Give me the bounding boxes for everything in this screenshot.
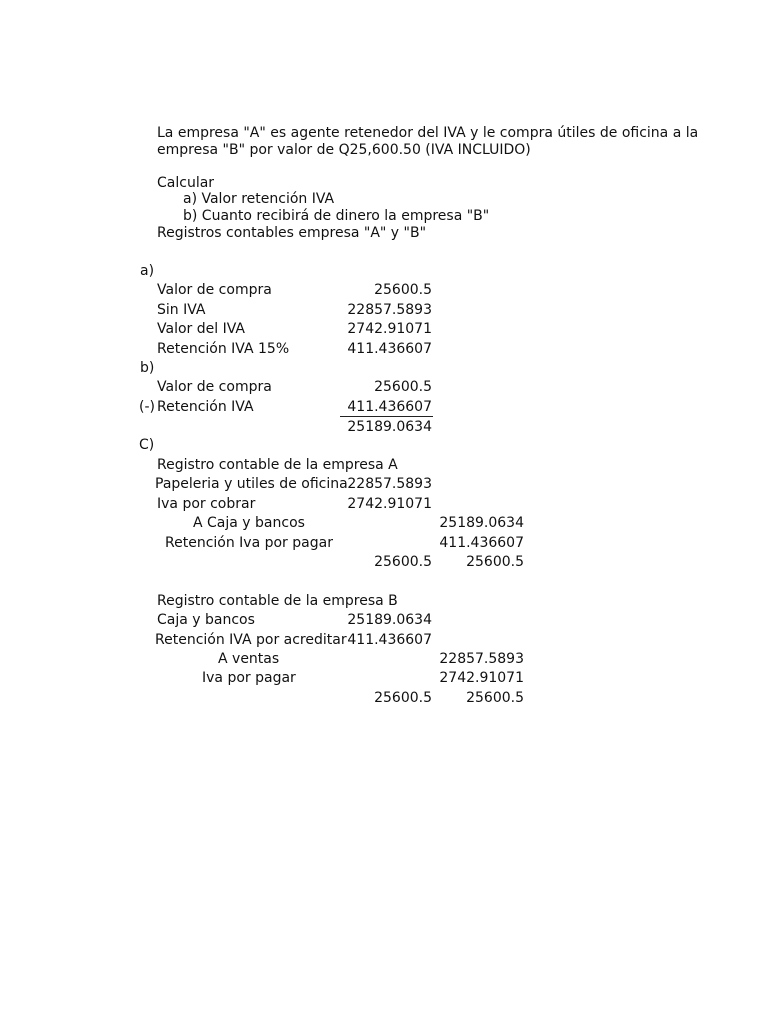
journal-a-label: Papeleria y utiles de oficina	[155, 476, 348, 492]
journal-b-label: Caja y bancos	[157, 612, 255, 628]
journal-b-credit: 2742.91071	[439, 670, 524, 686]
journal-a-label: Iva por cobrar	[157, 496, 256, 512]
journal-a-label: Retención Iva por pagar	[165, 535, 333, 551]
sec-a-row-value: 411.436607	[347, 341, 432, 357]
minus-prefix: (-)	[139, 399, 155, 415]
journal-b-total-debit: 25600.5	[374, 690, 432, 706]
journal-a-debit: 2742.91071	[347, 496, 432, 512]
sec-a-row-label: Valor de compra	[157, 282, 272, 298]
sec-a-row-value: 25600.5	[374, 282, 432, 298]
intro-line-1: La empresa "A" es agente retenedor del IVA y le compra útiles de oficina a la	[157, 125, 699, 141]
sec-b-row-label: Valor de compra	[157, 379, 272, 395]
journal-a-credit: 411.436607	[439, 535, 524, 551]
empresa-b-title: Registro contable de la empresa B	[157, 593, 398, 609]
journal-b-debit: 25189.0634	[347, 612, 432, 628]
journal-b-label: A ventas	[218, 651, 280, 667]
journal-a-credit: 25189.0634	[439, 515, 524, 531]
calcular-heading: Calcular	[157, 175, 215, 191]
section-c-label: C)	[139, 437, 155, 453]
subtraction-underline	[340, 416, 433, 417]
journal-b-debit: 411.436607	[347, 632, 432, 648]
sec-a-row-label: Valor del IVA	[157, 321, 245, 337]
sec-a-row-label: Retención IVA 15%	[157, 341, 290, 357]
journal-b-credit: 22857.5893	[439, 651, 524, 667]
journal-a-debit: 22857.5893	[347, 476, 432, 492]
sec-b-row-value: 25600.5	[374, 379, 432, 395]
section-a-label: a)	[140, 263, 155, 279]
sec-a-row-value: 2742.91071	[347, 321, 432, 337]
sec-b-total: 25189.0634	[347, 419, 432, 435]
calc-item-b: b) Cuanto recibirá de dinero la empresa "B"	[183, 208, 490, 224]
journal-b-total-credit: 25600.5	[466, 690, 524, 706]
sec-a-row-label: Sin IVA	[157, 302, 206, 318]
sec-b-row-value: 411.436607	[347, 399, 432, 415]
intro-line-2: empresa "B" por valor de Q25,600.50 (IVA INCLUIDO)	[157, 142, 531, 158]
sec-b-row-label: Retención IVA	[157, 399, 254, 415]
journal-a-label: A Caja y bancos	[193, 515, 305, 531]
empresa-a-title: Registro contable de la empresa A	[157, 457, 398, 473]
section-b-label: b)	[140, 360, 155, 376]
sec-a-row-value: 22857.5893	[347, 302, 432, 318]
journal-b-label: Retención IVA por acreditar	[155, 632, 347, 648]
registros-line: Registros contables empresa "A" y "B"	[157, 225, 427, 241]
journal-a-total-credit: 25600.5	[466, 554, 524, 570]
calc-item-a: a) Valor retención IVA	[183, 191, 335, 207]
journal-a-total-debit: 25600.5	[374, 554, 432, 570]
journal-b-label: Iva por pagar	[202, 670, 296, 686]
